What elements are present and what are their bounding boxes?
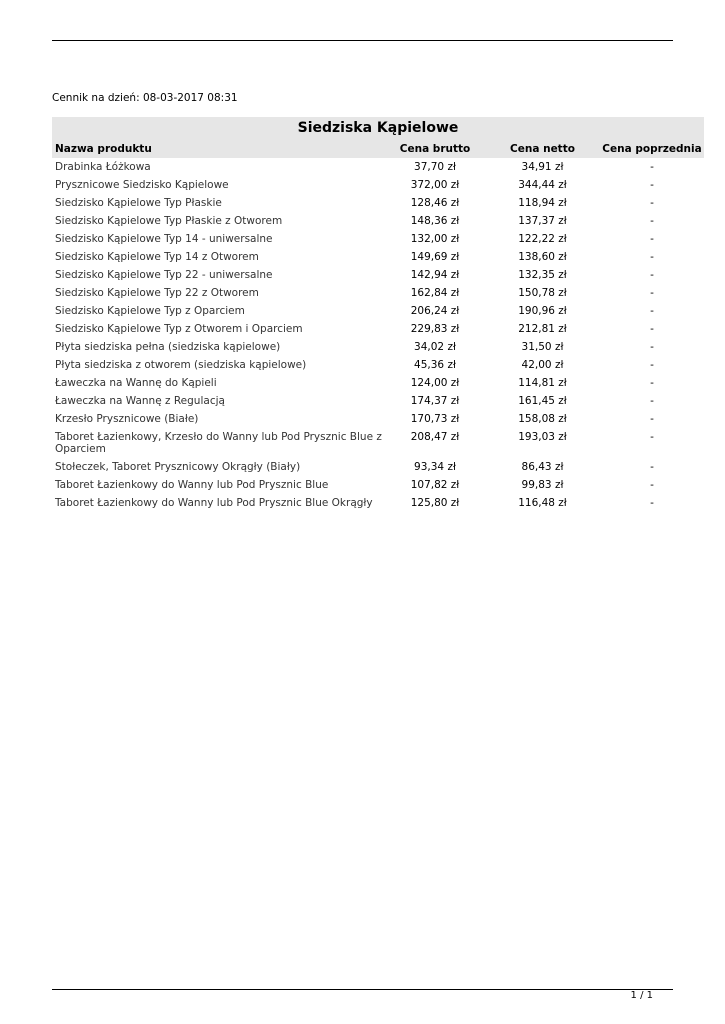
price-brutto: 125,80 zł bbox=[410, 497, 460, 509]
price-previous: - bbox=[650, 287, 654, 299]
price-netto: 150,78 zł bbox=[518, 287, 567, 299]
table-header bbox=[52, 117, 704, 158]
product-name: Ławeczka na Wannę z Regulacją bbox=[55, 395, 225, 407]
column-headers bbox=[52, 140, 704, 158]
price-netto: 34,91 zł bbox=[521, 161, 564, 173]
product-name: Drabinka Łóżkowa bbox=[55, 161, 151, 173]
product-name: Siedzisko Kąpielowe Typ 14 z Otworem bbox=[55, 251, 259, 263]
column-header-name: Nazwa produktu bbox=[55, 143, 152, 155]
price-netto: 42,00 zł bbox=[521, 359, 564, 371]
price-previous: - bbox=[650, 179, 654, 191]
product-name: Taboret Łazienkowy do Wanny lub Pod Prysznic Blue Okrągły bbox=[55, 497, 373, 509]
price-previous: - bbox=[650, 377, 654, 389]
price-netto: 137,37 zł bbox=[518, 215, 567, 227]
page-number: 1 / 1 bbox=[630, 990, 653, 1001]
price-brutto: 142,94 zł bbox=[410, 269, 460, 281]
table-row bbox=[52, 302, 704, 320]
product-name: Siedzisko Kąpielowe Typ z Otworem i Oparciem bbox=[55, 323, 303, 335]
price-netto: 138,60 zł bbox=[518, 251, 567, 263]
product-name: Siedzisko Kąpielowe Typ 14 - uniwersalne bbox=[55, 233, 273, 245]
price-previous: - bbox=[650, 395, 654, 407]
price-brutto: 372,00 zł bbox=[410, 179, 460, 191]
price-brutto: 128,46 zł bbox=[410, 197, 460, 209]
price-netto: 161,45 zł bbox=[518, 395, 567, 407]
price-netto: 212,81 zł bbox=[518, 323, 567, 335]
table-row bbox=[52, 248, 704, 266]
price-brutto: 206,24 zł bbox=[410, 305, 460, 317]
price-previous: - bbox=[650, 197, 654, 209]
table-row bbox=[52, 266, 704, 284]
price-netto: 158,08 zł bbox=[518, 413, 567, 425]
price-previous: - bbox=[650, 479, 654, 491]
price-previous: - bbox=[650, 359, 654, 371]
product-name: Siedzisko Kąpielowe Typ Płaskie bbox=[55, 197, 222, 209]
price-netto: 132,35 zł bbox=[518, 269, 567, 281]
price-brutto: 107,82 zł bbox=[410, 479, 460, 491]
table-row bbox=[52, 494, 704, 512]
price-previous: - bbox=[650, 431, 654, 443]
column-header-netto: Cena netto bbox=[510, 143, 575, 155]
price-brutto: 93,34 zł bbox=[414, 461, 456, 473]
price-previous: - bbox=[650, 233, 654, 245]
product-name: Stołeczek, Taboret Prysznicowy Okrągły (Biały) bbox=[55, 461, 301, 473]
price-netto: 99,83 zł bbox=[521, 479, 564, 491]
table-row bbox=[52, 338, 704, 356]
product-name: Taboret Łazienkowy do Wanny lub Pod Prysznic Blue bbox=[55, 479, 329, 491]
table-row bbox=[52, 392, 704, 410]
price-previous: - bbox=[650, 497, 654, 509]
product-name: Ławeczka na Wannę do Kąpieli bbox=[55, 377, 217, 389]
price-brutto: 37,70 zł bbox=[414, 161, 456, 173]
price-previous: - bbox=[650, 251, 654, 263]
table-row bbox=[52, 476, 704, 494]
column-header-prev: Cena poprzednia bbox=[602, 143, 702, 155]
product-name: Siedzisko Kąpielowe Typ 22 - uniwersalne bbox=[55, 269, 273, 281]
price-list-date: Cennik na dzień: 08-03-2017 08:31 bbox=[52, 92, 238, 104]
table-row bbox=[52, 374, 704, 392]
price-previous: - bbox=[650, 269, 654, 281]
price-brutto: 229,83 zł bbox=[410, 323, 460, 335]
table-row bbox=[52, 410, 704, 428]
top-rule bbox=[52, 40, 673, 41]
price-netto: 114,81 zł bbox=[518, 377, 567, 389]
price-netto: 118,94 zł bbox=[518, 197, 567, 209]
bottom-rule bbox=[52, 989, 673, 990]
table-row bbox=[52, 458, 704, 476]
product-name: Siedzisko Kąpielowe Typ Płaskie z Otworem bbox=[55, 215, 283, 227]
product-name: Taboret Łazienkowy, Krzesło do Wanny lub Pod Prysznic Blue z Oparciem bbox=[55, 431, 382, 455]
price-netto: 190,96 zł bbox=[518, 305, 567, 317]
price-netto: 122,22 zł bbox=[518, 233, 567, 245]
price-brutto: 162,84 zł bbox=[410, 287, 460, 299]
price-netto: 116,48 zł bbox=[518, 497, 567, 509]
price-brutto: 34,02 zł bbox=[414, 341, 456, 353]
price-brutto: 149,69 zł bbox=[410, 251, 460, 263]
product-name: Prysznicowe Siedzisko Kąpielowe bbox=[55, 179, 229, 191]
price-previous: - bbox=[650, 341, 654, 353]
price-brutto: 124,00 zł bbox=[410, 377, 460, 389]
table-title: Siedziska Kąpielowe bbox=[297, 120, 459, 136]
table-row bbox=[52, 212, 704, 230]
column-header-brutto: Cena brutto bbox=[399, 143, 471, 155]
price-brutto: 132,00 zł bbox=[410, 233, 460, 245]
table-row bbox=[52, 230, 704, 248]
price-previous: - bbox=[650, 461, 654, 473]
table-row bbox=[52, 194, 704, 212]
price-brutto: 174,37 zł bbox=[410, 395, 460, 407]
product-name: Siedzisko Kąpielowe Typ z Oparciem bbox=[55, 305, 245, 317]
table-row bbox=[52, 428, 704, 458]
price-brutto: 170,73 zł bbox=[410, 413, 460, 425]
table-row bbox=[52, 158, 704, 176]
product-name: Płyta siedziska z otworem (siedziska kąpielowe) bbox=[55, 359, 307, 371]
price-brutto: 45,36 zł bbox=[414, 359, 456, 371]
price-previous: - bbox=[650, 215, 654, 227]
product-name: Siedzisko Kąpielowe Typ 22 z Otworem bbox=[55, 287, 259, 299]
table-row bbox=[52, 284, 704, 302]
table-row bbox=[52, 356, 704, 374]
price-netto: 193,03 zł bbox=[518, 431, 567, 443]
price-previous: - bbox=[650, 305, 654, 317]
price-netto: 344,44 zł bbox=[518, 179, 567, 191]
price-netto: 86,43 zł bbox=[521, 461, 564, 473]
table-row bbox=[52, 176, 704, 194]
price-brutto: 148,36 zł bbox=[410, 215, 460, 227]
price-previous: - bbox=[650, 413, 654, 425]
table-row bbox=[52, 320, 704, 338]
product-name: Krzesło Prysznicowe (Białe) bbox=[55, 413, 199, 425]
price-previous: - bbox=[650, 323, 654, 335]
price-table bbox=[52, 117, 704, 512]
product-name: Płyta siedziska pełna (siedziska kąpielowe) bbox=[55, 341, 281, 353]
price-previous: - bbox=[650, 161, 654, 173]
price-netto: 31,50 zł bbox=[521, 341, 564, 353]
table-body bbox=[52, 158, 704, 512]
price-brutto: 208,47 zł bbox=[410, 431, 460, 443]
